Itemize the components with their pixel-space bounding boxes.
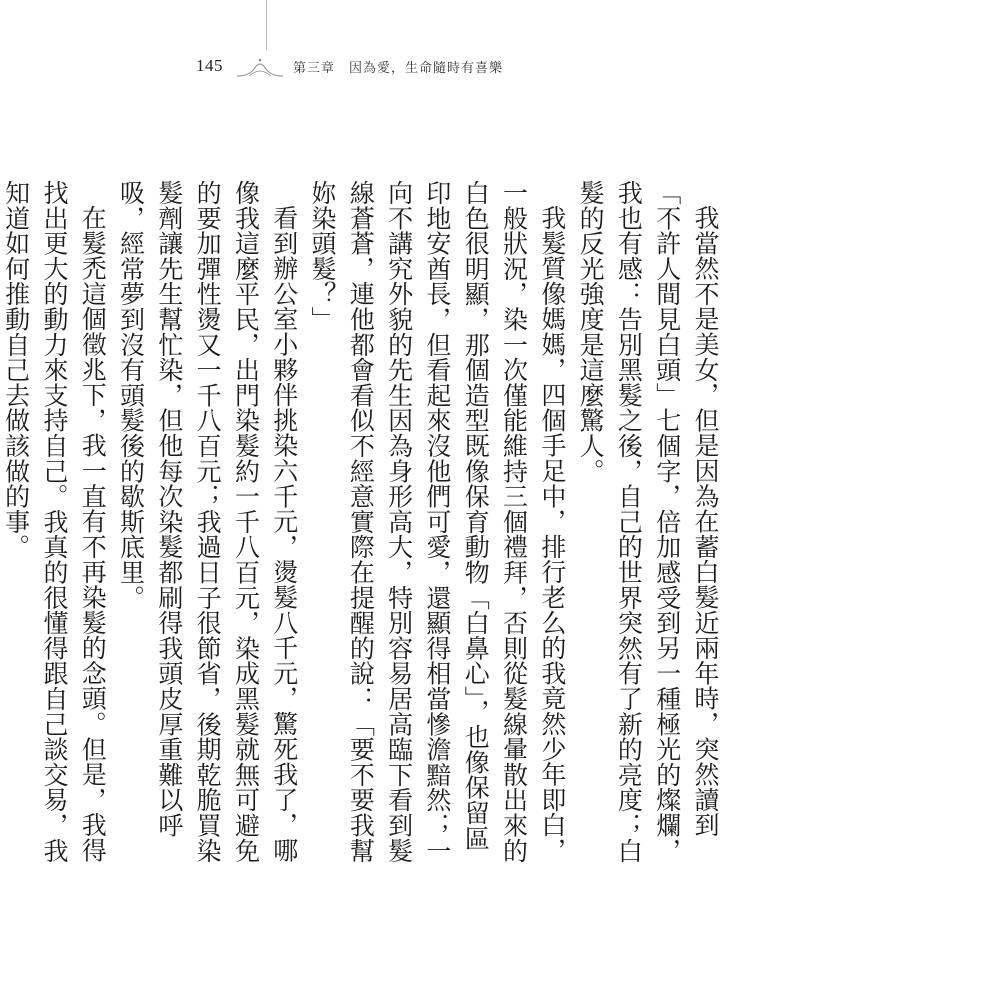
paragraph-3: 看到辦公室小夥伴挑染六千元，燙髮八千元，驚死我了，哪像我這麼平民，出門染髮約一千八百元，染成黑髮就無可避免的要加彈性燙又一千八百元；我過日子很節省，後期乾脆買染髮劑讓先生幫忙染，但他每次染髮都刷得我頭皮厚重難以呼吸，經常夢到沒有頭髮後的歇斯底里。	[116, 180, 299, 864]
hanging-line	[266, 0, 267, 50]
page-number: 145	[196, 56, 223, 75]
running-header	[196, 54, 503, 78]
paragraph-2: 我髮質像媽媽，四個手足中，排行老么的我竟然少年即白，一般狀況，染一次僅能維持三個禮拜，否則從髮線暈散出來的白色很明顯，那個造型既像保育動物「白鼻心」，也像保留區印地安酋長，但看起來沒他們可愛，還顯得相當慘澹黯然；一向不講究外貌的先生因為身形高大，特別容易居高臨下看到髮線蒼蒼，連他都會看似不經意實際在提醒的說：「要不要我幫妳染頭髮？」	[308, 180, 567, 864]
paragraph-4: 在髮禿這個徵兆下，我一直有不再染髮的念頭。但是，我得找出更大的動力來支持自己。我真的很懂得跟自己談交易，我知道如何推動自己去做該做的事。	[1, 180, 108, 864]
paragraph-1: 我當然不是美女，但是因為在蓄白髮近兩年時，突然讀到「不許人間見白頭」七個字，倍加感受到另一種極光的燦爛，我也有感：告別黑髮之後，自己的世界突然有了新的亮度；白髮的反光強度是這麼驚人。	[576, 180, 720, 864]
vertical-body-text	[1, 180, 724, 870]
bell-ornament-icon	[235, 54, 285, 78]
chapter-title: 第三章 因為愛，生命隨時有喜樂	[293, 60, 504, 76]
